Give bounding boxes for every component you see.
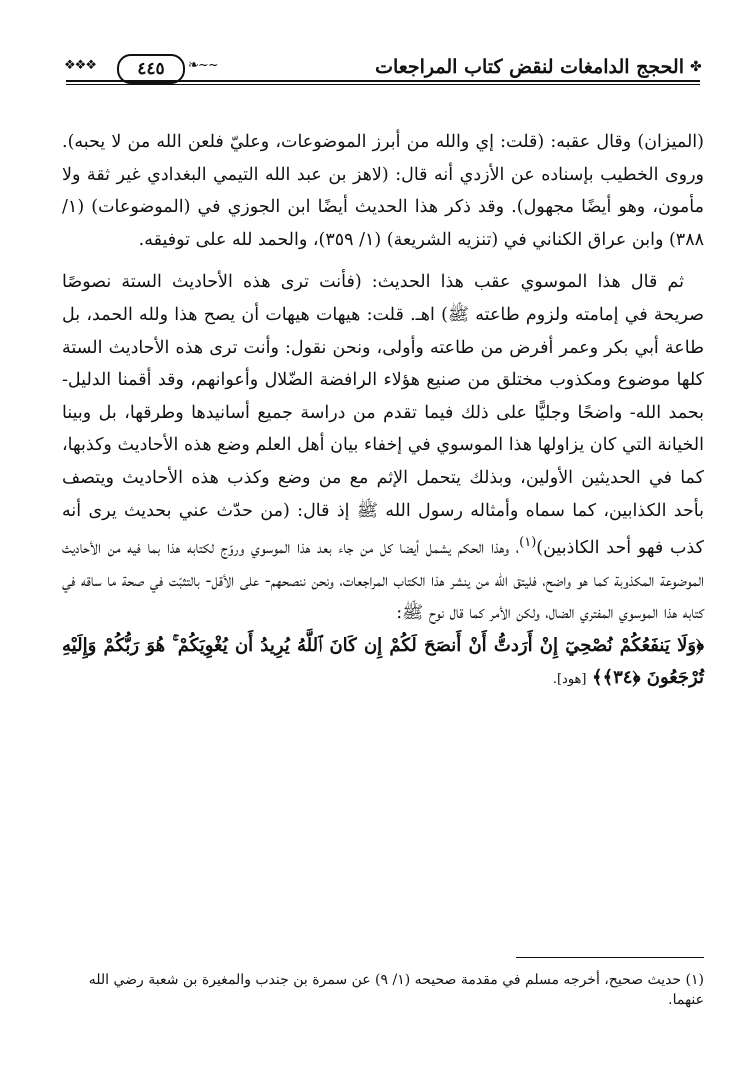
paragraph-1: (الميزان) وقال عقبه: (قلت: إي والله من أبرز الموضوعات، وعليّ فلعن الله من لا يحبه). وروى الخطيب بإسناده عن الأزدي أنه قال: (لاهز بن عبد الله التيمي البغدادي غير ثقة ولا مأمون، وهو أيضًا مجهول). وقد ذكر هذا الحديث أيضًا ابن الجوزي في (الموضوعات) (١/ ٣٨٨) وابن عراق الكناني في (تنزيه الشريعة) (١/ ٣٥٩)، والحمد لله على توفيقه.	[62, 132, 704, 250]
header-rule-thin	[66, 84, 700, 85]
header-rule	[66, 80, 700, 82]
paragraph-2	[62, 266, 704, 629]
ornament-left-icon: ❖❖❖	[64, 58, 96, 73]
header-ornament-icon: ✤	[690, 59, 702, 75]
page-header	[62, 48, 704, 88]
running-title: الحجج الدامغات لنقض كتاب المراجعات	[375, 56, 684, 78]
footnote-marker: (١)	[519, 535, 537, 551]
footnote: (١) حديث صحيح، أخرجه مسلم في مقدمة صحيحه (١/ ٩) عن سمرة بن جندب والمغيرة بن شعبة رضي الله عنهما.	[88, 972, 704, 1008]
quran-verse	[62, 630, 704, 697]
main-text	[62, 126, 704, 697]
page-number-frame	[62, 54, 237, 82]
paragraph-2-continued: ، وهذا الحكم يشمل أيضا كل من جاء بعد هذا الموسوي وروّج لكتابه هذا بما فيه من الأحاديث الموضوعة المكذوبة كما هو واضح، فليتق الله من ينشر هذا الكتاب المراجعات، ونحن ننصحهم- على الأقل- بالتثبّت في صحة ما ساقه في كتابه هذا الموسوي المفتري الضال، ولكن الأمر كما قال نوح ﷺ:	[62, 537, 704, 624]
quran-reference: [هود].	[552, 672, 587, 688]
paragraph-2-text: ثم قال هذا الموسوي عقب هذا الحديث: (فأنت ترى هذه الأحاديث الستة نصوصًا صريحة في إمامته ولزوم طاعته ﷺ) اهـ. قلت: هيهات هيهات أن يصح هذا ولله الحمد، بل طاعة أبي بكر وعمر أفرض من طاعته وأولى، ونحن نقول: وأنت ترى هذه الأحاديث الستة كلها موضوع ومكذوب مختلق من صنيع هؤلاء الرافضة الضّلال وأعوانهم، وقد أقمنا الدليل- بحمد الله- واضحًا وجليًّا على ذلك فيما تقدم من دراسة جميع أسانيدها وطرقها، بل وبينا الخيانة التي كان يزاولها هذا الموسوي في إخفاء بيان أهل العلم وضع هذه الأحاديث وكذبها، كما في الحديثين الأولين، وبذلك يتحمل الإثم مع من وضع وكذب هذه الأحاديث ويتصف بأحد الكذابين، كما سماه وأمثاله رسول الله ﷺ إذ قال: (من حدّث عني بحديث يرى أنه كذب فهو أحد الكاذبين)	[62, 272, 704, 558]
footnote-rule	[516, 957, 704, 958]
quran-text: ﴿وَلَا يَنفَعُكُمْ نُصْحِيٓ إِنْ أَرَدتُّ أَنْ أَنصَحَ لَكُمْ إِن كَانَ ٱللَّهُ يُرِيدُ أَن يُغْوِيَكُمْ ۚ هُوَ رَبُّكُمْ وَإِلَيْهِ تُرْجَعُونَ ﴿٣٤﴾﴾	[62, 634, 704, 689]
page-number: ٤٤٥	[117, 54, 185, 84]
ornament-right-icon: ❧~~	[188, 58, 218, 73]
